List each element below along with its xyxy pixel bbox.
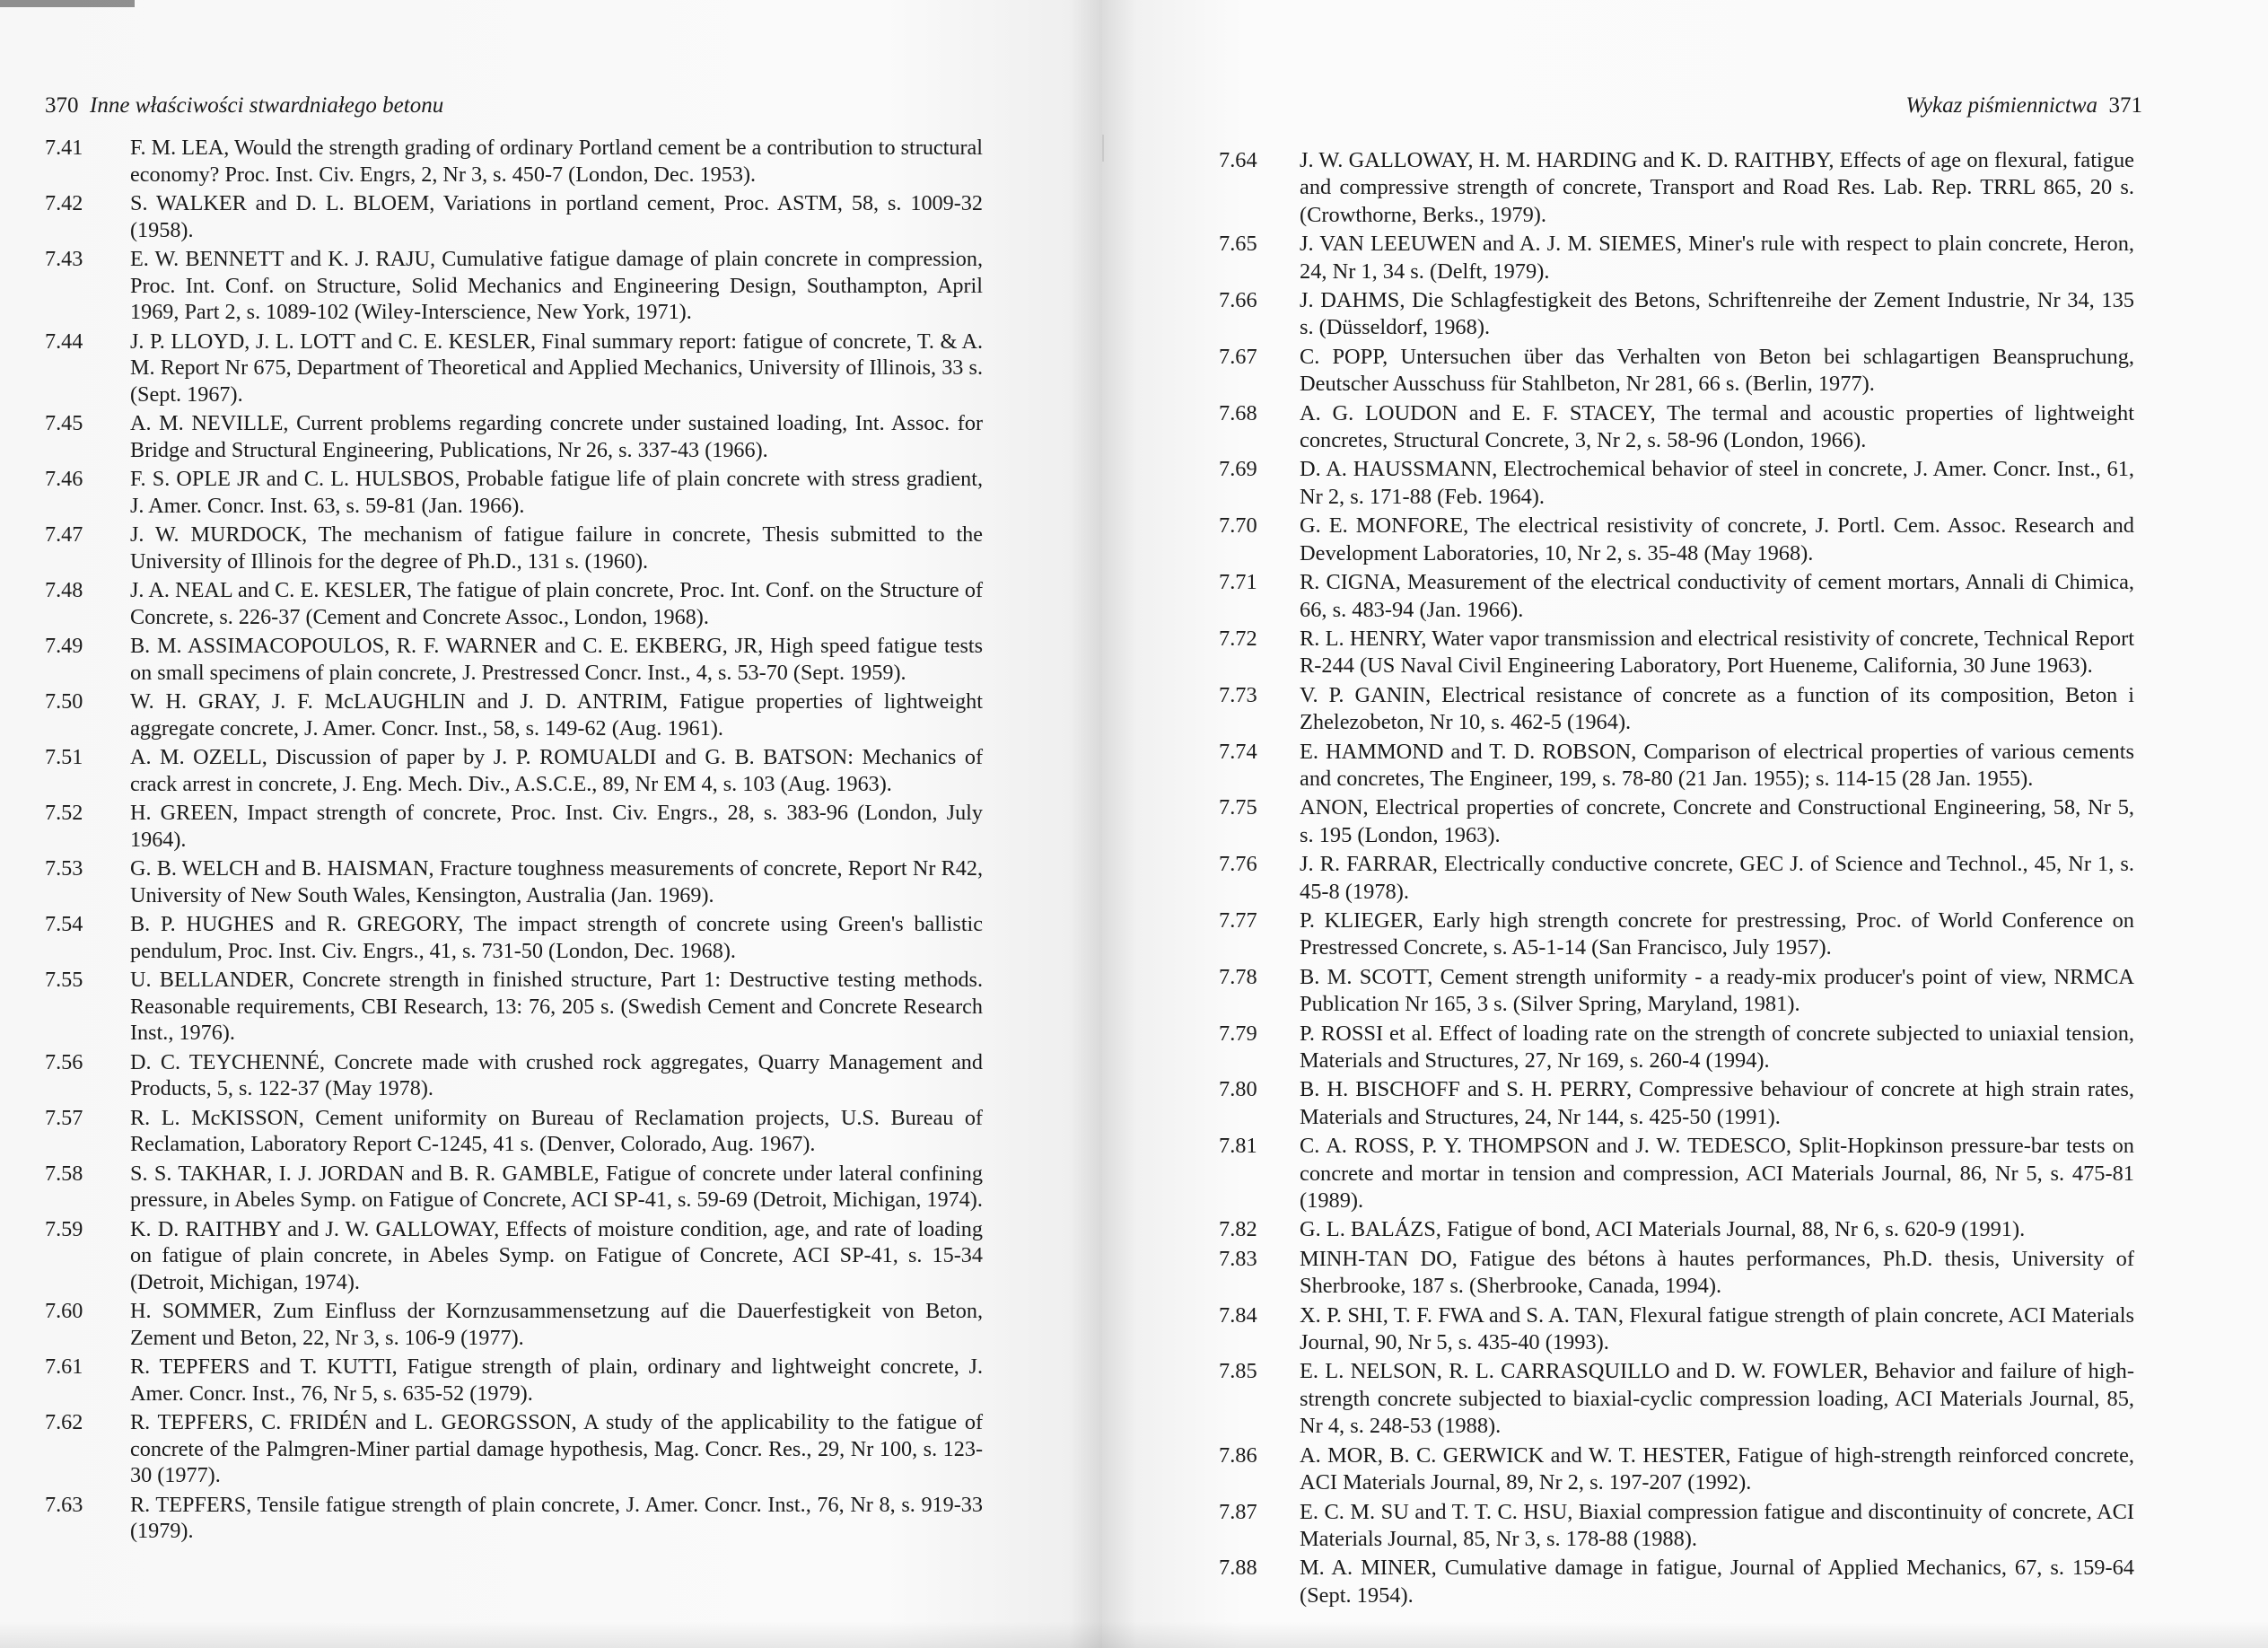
- reference-entry: [1219, 794, 2134, 849]
- reference-text: G. E. MONFORE, The electrical resistivity of concrete, J. Portl. Cem. Assoc. Research and Development Laboratories, 10, Nr 2, s. 35-48 (May 1968).: [1300, 513, 2134, 565]
- reference-entry: [1219, 1358, 2134, 1440]
- page-number: 371: [2108, 93, 2142, 118]
- reference-entry: [1219, 1499, 2134, 1554]
- reference-entry: [1219, 851, 2134, 906]
- reference-text: J. P. LLOYD, J. L. LOTT and C. E. KESLER, Final summary report: fatigue of concrete, T. & A. M. Report Nr 675, Department of Theoretical and Applied Mechanics, University of Illinois, 33 s. (Sept. 1967).: [130, 329, 983, 407]
- reference-entry: [1219, 400, 2134, 455]
- reference-list-left: [45, 135, 983, 1547]
- reference-number: 7.79: [1219, 1021, 1257, 1046]
- reference-text: J. A. NEAL and C. E. KESLER, The fatigue of plain concrete, Proc. Int. Conf. on the Structure of Concrete, s. 226-37 (Cement and Concrete Assoc., London, 1968).: [130, 578, 983, 629]
- reference-number: 7.74: [1219, 739, 1257, 764]
- reference-number: 7.49: [45, 634, 83, 658]
- reference-number: 7.61: [45, 1354, 83, 1379]
- reference-number: 7.47: [45, 522, 83, 547]
- reference-number: 7.83: [1219, 1246, 1257, 1271]
- reference-text: X. P. SHI, T. F. FWA and S. A. TAN, Flexural fatigue strength of plain concrete, ACI Materials Journal, 90, Nr 5, s. 435-40 (1993).: [1300, 1302, 2134, 1355]
- reference-number: 7.60: [45, 1299, 83, 1323]
- reference-entry: [45, 1298, 983, 1351]
- reference-entry: [1219, 964, 2134, 1019]
- reference-text: A. M. NEVILLE, Current problems regarding concrete under sustained loading, Int. Assoc. for Bridge and Structural Engineering, Publications, Nr 26, s. 337-43 (1966).: [130, 411, 983, 462]
- reference-entry: [45, 800, 983, 853]
- right-running-header: [1905, 93, 2142, 118]
- reference-entry: [45, 1105, 983, 1158]
- reference-entry: [45, 1216, 983, 1296]
- bottom-shadow: [0, 1621, 2268, 1648]
- reference-entry: [45, 135, 983, 188]
- reference-number: 7.75: [1219, 795, 1257, 820]
- reference-entry: [45, 246, 983, 326]
- reference-entry: [1219, 1442, 2134, 1497]
- reference-text: C. POPP, Untersuchen über das Verhalten von Beton bei schlagartigen Beanspruchung, Deutscher Ausschuss für Stahlbeton, Nr 281, 66 s. (Berlin, 1977).: [1300, 344, 2134, 397]
- reference-number: 7.59: [45, 1216, 83, 1241]
- reference-number: 7.68: [1219, 400, 1257, 425]
- reference-text: A. G. LOUDON and E. F. STACEY, The termal and acoustic properties of lightweight concretes, Structural Concrete, 3, Nr 2, s. 58-96 (London, 1966).: [1300, 400, 2134, 453]
- reference-number: 7.85: [1219, 1359, 1257, 1384]
- reference-number: 7.73: [1219, 682, 1257, 707]
- running-title: Wykaz piśmiennictwa: [1905, 93, 2097, 118]
- reference-number: 7.51: [45, 745, 83, 769]
- reference-text: M. A. MINER, Cumulative damage in fatigue, Journal of Applied Mechanics, 67, s. 159-64 (Sept. 1954).: [1300, 1556, 2134, 1608]
- reference-entry: [1219, 147, 2134, 229]
- reference-text: J. W. GALLOWAY, H. M. HARDING and K. D. RAITHBY, Effects of age on flexural, fatigue and compressive strength of concrete, Transport and Road Res. Lab. Rep. TRRL 865, 20 s. (Crowthorne, Berks., 1979).: [1300, 148, 2134, 227]
- reference-entry: [1219, 626, 2134, 680]
- reference-entry: [45, 1409, 983, 1489]
- reference-number: 7.87: [1219, 1499, 1257, 1524]
- reference-number: 7.86: [1219, 1442, 1257, 1468]
- reference-text: J. DAHMS, Die Schlagfestigkeit des Betons, Schriftenreihe der Zement Industrie, Nr 34, 135 s. (Düsseldorf, 1968).: [1300, 288, 2134, 340]
- reference-list-right: [1219, 147, 2134, 1611]
- reference-text: C. A. ROSS, P. Y. THOMPSON and J. W. TEDESCO, Split-Hopkinson pressure-bar tests on concrete and mortar in tension and compression, ACI Materials Journal, 86, Nr 5, s. 475-81 (1989).: [1300, 1134, 2134, 1214]
- reference-number: 7.56: [45, 1049, 83, 1074]
- reference-entry: [45, 633, 983, 686]
- reference-text: P. ROSSI et al. Effect of loading rate on the strength of concrete subjected to uniaxial tension, Materials and Structures, 27, Nr 169, s. 260-4 (1994).: [1300, 1021, 2134, 1073]
- reference-text: R. TEPFERS, Tensile fatigue strength of plain concrete, J. Amer. Concr. Inst., 76, Nr 8, s. 919-33 (1979).: [130, 1492, 983, 1543]
- reference-text: S. WALKER and D. L. BLOEM, Variations in portland cement, Proc. ASTM, 58, s. 1009-32 (1958).: [130, 191, 983, 242]
- reference-entry: [45, 911, 983, 964]
- reference-number: 7.65: [1219, 232, 1257, 257]
- reference-number: 7.66: [1219, 288, 1257, 313]
- reference-entry: [45, 967, 983, 1047]
- reference-number: 7.53: [45, 856, 83, 881]
- scan-edge-mark: [0, 0, 135, 7]
- reference-entry: [45, 1161, 983, 1214]
- reference-number: 7.41: [45, 136, 83, 160]
- reference-text: E. HAMMOND and T. D. ROBSON, Comparison of electrical properties of various cements and concretes, The Engineer, 199, s. 78-80 (21 Jan. 1955); s. 114-15 (28 Jan. 1955).: [1300, 739, 2134, 791]
- reference-entry: [45, 1354, 983, 1407]
- reference-entry: [1219, 1302, 2134, 1357]
- reference-text: G. L. BALÁZS, Fatigue of bond, ACI Materials Journal, 88, Nr 6, s. 620-9 (1991).: [1300, 1217, 2026, 1242]
- reference-number: 7.50: [45, 689, 83, 714]
- reference-number: 7.67: [1219, 344, 1257, 369]
- reference-number: 7.71: [1219, 570, 1257, 595]
- reference-entry: [1219, 1076, 2134, 1131]
- reference-entry: [45, 329, 983, 408]
- reference-entry: [1219, 344, 2134, 399]
- reference-entry: [1219, 231, 2134, 285]
- reference-number: 7.63: [45, 1492, 83, 1517]
- reference-entry: [45, 855, 983, 908]
- reference-text: A. MOR, B. C. GERWICK and W. T. HESTER, Fatigue of high-strength reinforced concrete, ACI Materials Journal, 89, Nr 2, s. 197-207 (1992).: [1300, 1442, 2134, 1495]
- reference-text: R. TEPFERS and T. KUTTI, Fatigue strength of plain, ordinary and lightweight concrete, J. Amer. Concr. Inst., 76, Nr 5, s. 635-52 (1979).: [130, 1354, 983, 1406]
- reference-number: 7.77: [1219, 907, 1257, 933]
- reference-text: H. SOMMER, Zum Einfluss der Kornzusammensetzung auf die Dauerfestigkeit von Beton, Zement und Beton, 22, Nr 3, s. 106-9 (1977).: [130, 1299, 983, 1350]
- reference-text: K. D. RAITHBY and J. W. GALLOWAY, Effects of moisture condition, age, and rate of loading on fatigue of plain concrete, in Abeles Symp. on Fatigue of Concrete, ACI SP-41, s. 15-34 (Detroit, Michigan, 1974).: [130, 1216, 983, 1294]
- reference-entry: [1219, 907, 2134, 962]
- reference-number: 7.42: [45, 191, 83, 215]
- running-title: Inne właściwości stwardniałego betonu: [90, 93, 444, 118]
- reference-text: J. VAN LEEUWEN and A. J. M. SIEMES, Miner's rule with respect to plain concrete, Heron, 24, Nr 1, 34 s. (Delft, 1979).: [1300, 232, 2134, 284]
- reference-number: 7.69: [1219, 457, 1257, 482]
- reference-number: 7.55: [45, 968, 83, 992]
- reference-number: 7.78: [1219, 964, 1257, 989]
- left-running-header: [45, 93, 443, 118]
- reference-entry: [45, 577, 983, 630]
- reference-number: 7.62: [45, 1410, 83, 1434]
- reference-entry: [45, 190, 983, 243]
- reference-number: 7.57: [45, 1105, 83, 1130]
- reference-entry: [1219, 1021, 2134, 1075]
- reference-text: A. M. OZELL, Discussion of paper by J. P. ROMUALDI and G. B. BATSON: Mechanics of crack arrest in concrete, J. Eng. Mech. Div., A.S.C.E., 89, Nr EM 4, s. 103 (Aug. 1963).: [130, 745, 983, 796]
- left-page: [0, 0, 1102, 1648]
- reference-entry: [1219, 513, 2134, 567]
- reference-text: R. TEPFERS, C. FRIDÉN and L. GEORGSSON, A study of the applicability to the fatigue of concrete of the Palmgren-Miner partial damage hypothesis, Mag. Concr. Res., 29, Nr 100, s. 123-30 (1977).: [130, 1410, 983, 1487]
- reference-entry: [1219, 1133, 2134, 1214]
- reference-text: R. L. HENRY, Water vapor transmission and electrical resistivity of concrete, Technical Report R-244 (US Naval Civil Engineering Laboratory, Port Hueneme, California, 30 June 1963).: [1300, 626, 2134, 679]
- reference-number: 7.46: [45, 467, 83, 491]
- reference-number: 7.76: [1219, 852, 1257, 877]
- page-number: 370: [45, 93, 79, 118]
- reference-text: D. C. TEYCHENNÉ, Concrete made with crushed rock aggregates, Quarry Management and Products, 5, s. 122-37 (May 1978).: [130, 1049, 983, 1100]
- reference-entry: [45, 1492, 983, 1545]
- reference-number: 7.52: [45, 801, 83, 825]
- gutter-mark: [1102, 135, 1104, 162]
- reference-text: J. W. MURDOCK, The mechanism of fatigue failure in concrete, Thesis submitted to the University of Illinois for the degree of Ph.D., 131 s. (1960).: [130, 522, 983, 574]
- reference-entry: [45, 744, 983, 797]
- reference-number: 7.88: [1219, 1556, 1257, 1581]
- reference-entry: [45, 1049, 983, 1102]
- reference-entry: [1219, 1216, 2134, 1243]
- reference-entry: [45, 522, 983, 574]
- reference-entry: [45, 688, 983, 741]
- reference-text: W. H. GRAY, J. F. McLAUGHLIN and J. D. ANTRIM, Fatigue properties of lightweight aggregate concrete, J. Amer. Concr. Inst., 58, s. 149-62 (Aug. 1961).: [130, 689, 983, 741]
- reference-text: MINH-TAN DO, Fatigue des bétons à hautes performances, Ph.D. thesis, University of Sherbrooke, 187 s. (Sherbrooke, Canada, 1994).: [1300, 1246, 2134, 1299]
- reference-text: F. S. OPLE JR and C. L. HULSBOS, Probable fatigue life of plain concrete with stress gradient, J. Amer. Concr. Inst. 63, s. 59-81 (Jan. 1966).: [130, 467, 983, 518]
- reference-number: 7.45: [45, 411, 83, 435]
- reference-number: 7.48: [45, 578, 83, 602]
- reference-text: R. L. McKISSON, Cement uniformity on Bureau of Reclamation projects, U.S. Bureau of Reclamation, Laboratory Report C-1245, 41 s. (Denver, Colorado, Aug. 1967).: [130, 1105, 983, 1156]
- reference-text: H. GREEN, Impact strength of concrete, Proc. Inst. Civ. Engrs., 28, s. 383-96 (London, July 1964).: [130, 801, 983, 852]
- reference-entry: [1219, 1246, 2134, 1301]
- reference-number: 7.80: [1219, 1077, 1257, 1102]
- reference-text: F. M. LEA, Would the strength grading of ordinary Portland cement be a contribution to structural economy? Proc. Inst. Civ. Engrs, 2, Nr 3, s. 450-7 (London, Dec. 1953).: [130, 136, 983, 187]
- reference-text: J. R. FARRAR, Electrically conductive concrete, GEC J. of Science and Technol., 45, Nr 1, s. 45-8 (1978).: [1300, 852, 2134, 904]
- reference-number: 7.43: [45, 247, 83, 271]
- reference-text: R. CIGNA, Measurement of the electrical conductivity of cement mortars, Annali di Chimica, 66, s. 483-94 (Jan. 1966).: [1300, 570, 2134, 622]
- reference-number: 7.81: [1219, 1134, 1257, 1159]
- reference-text: E. C. M. SU and T. T. C. HSU, Biaxial compression fatigue and discontinuity of concrete, ACI Materials Journal, 85, Nr 3, s. 178-88 (1988).: [1300, 1499, 2134, 1551]
- reference-text: ANON, Electrical properties of concrete, Concrete and Constructional Engineering, 58, Nr 5, s. 195 (London, 1963).: [1300, 795, 2134, 847]
- reference-text: V. P. GANIN, Electrical resistance of concrete as a function of its composition, Beton i Zhelezobeton, Nr 10, s. 462-5 (1964).: [1300, 682, 2134, 735]
- reference-entry: [1219, 569, 2134, 624]
- reference-text: P. KLIEGER, Early high strength concrete for prestressing, Proc. of World Conference on Prestressed Concrete, s. A5-1-14 (San Francisco, July 1957).: [1300, 907, 2134, 960]
- reference-entry: [1219, 287, 2134, 342]
- reference-entry: [45, 410, 983, 463]
- right-page: [1102, 0, 2268, 1648]
- reference-text: S. S. TAKHAR, I. J. JORDAN and B. R. GAMBLE, Fatigue of concrete under lateral confining pressure, in Abeles Symp. on Fatigue of Concrete, ACI SP-41, s. 59-69 (Detroit, Michigan, 1974).: [130, 1161, 983, 1212]
- reference-entry: [1219, 1555, 2134, 1609]
- reference-entry: [1219, 682, 2134, 737]
- reference-number: 7.44: [45, 329, 83, 354]
- reference-number: 7.58: [45, 1161, 83, 1186]
- reference-number: 7.72: [1219, 626, 1257, 651]
- reference-text: B. M. SCOTT, Cement strength uniformity - a ready-mix producer's point of view, NRMCA Publication Nr 165, 3 s. (Silver Spring, Maryland, 1981).: [1300, 964, 2134, 1017]
- reference-text: E. L. NELSON, R. L. CARRASQUILLO and D. W. FOWLER, Behavior and failure of high-strength concrete subjected to biaxial-cyclic compression loading, ACI Materials Journal, 85, Nr 4, s. 248-53 (1988).: [1300, 1359, 2134, 1439]
- reference-entry: [45, 466, 983, 519]
- reference-number: 7.84: [1219, 1302, 1257, 1328]
- reference-number: 7.82: [1219, 1217, 1257, 1242]
- reference-entry: [1219, 739, 2134, 793]
- reference-text: D. A. HAUSSMANN, Electrochemical behavior of steel in concrete, J. Amer. Concr. Inst., 61, Nr 2, s. 171-88 (Feb. 1964).: [1300, 457, 2134, 509]
- reference-number: 7.54: [45, 912, 83, 936]
- reference-number: 7.64: [1219, 148, 1257, 172]
- reference-text: B. M. ASSIMACOPOULOS, R. F. WARNER and C. E. EKBERG, JR, High speed fatigue tests on small specimens of plain concrete, J. Prestressed Concr. Inst., 4, s. 53-70 (Sept. 1959).: [130, 634, 983, 685]
- reference-text: G. B. WELCH and B. HAISMAN, Fracture toughness measurements of concrete, Report Nr R42, University of New South Wales, Kensington, Australia (Jan. 1969).: [130, 856, 983, 907]
- reference-text: E. W. BENNETT and K. J. RAJU, Cumulative fatigue damage of plain concrete in compression, Proc. Int. Conf. on Structure, Solid Mechanics and Engineering Design, Southampton, April 1969, Part 2, s. 1089-102 (Wiley-Interscience, New York, 1971).: [130, 247, 983, 324]
- reference-number: 7.70: [1219, 513, 1257, 539]
- reference-text: B. H. BISCHOFF and S. H. PERRY, Compressive behaviour of concrete at high strain rates, Materials and Structures, 24, Nr 144, s. 425-50 (1991).: [1300, 1077, 2134, 1129]
- reference-entry: [1219, 456, 2134, 511]
- reference-text: B. P. HUGHES and R. GREGORY, The impact strength of concrete using Green's ballistic pendulum, Proc. Inst. Civ. Engrs., 41, s. 731-50 (London, Dec. 1968).: [130, 912, 983, 963]
- reference-text: U. BELLANDER, Concrete strength in finished structure, Part 1: Destructive testing methods. Reasonable requirements, CBI Research, 13: 76, 205 s. (Swedish Cement and Concrete Research Inst., 1976).: [130, 968, 983, 1045]
